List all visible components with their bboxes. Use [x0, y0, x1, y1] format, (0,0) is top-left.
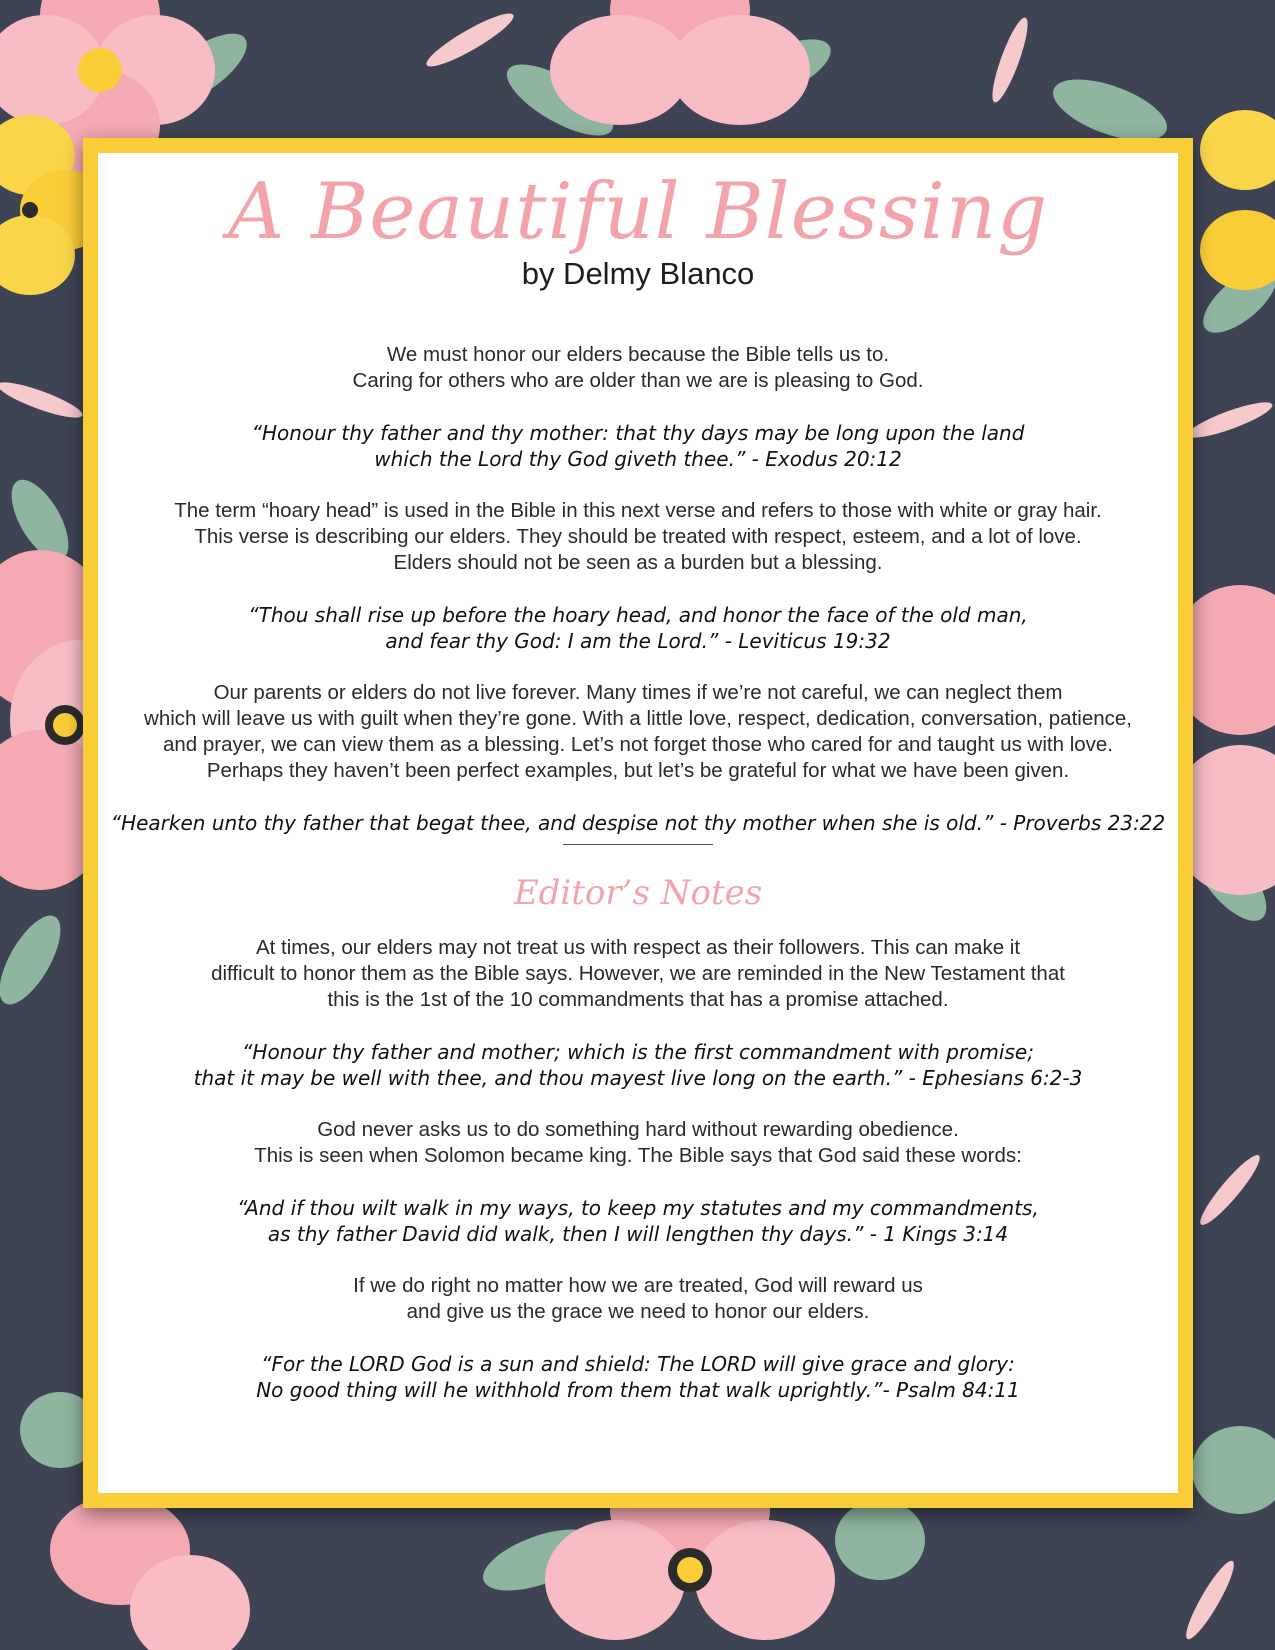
text-line: Perhaps they haven’t been perfect examples, but let’s be grateful for what we have been given. [206, 759, 1070, 782]
text-line: The term “hoary head” is used in the Bible in this next verse and refers to those with white or gray hair. [174, 499, 1102, 522]
text-line: this is the 1st of the 10 commandments that has a promise attached. [327, 988, 949, 1011]
section-divider [563, 844, 713, 845]
article [98, 153, 1178, 1493]
paragraph [98, 342, 1178, 394]
text-line: which the Lord thy God giveth thee.” - Exodus 20:12 [374, 447, 902, 471]
paragraph [98, 935, 1178, 1013]
text-line: and give us the grace we need to honor our elders. [406, 1300, 870, 1323]
scripture-quote [98, 602, 1178, 654]
text-line: “Hearken unto thy father that begat thee, and despise not thy mother when she is old.” - Proverbs 23:22 [110, 811, 1166, 835]
scripture-quote [98, 1039, 1178, 1091]
text-line: “Thou shall rise up before the hoary head, and honor the face of the old man, [248, 603, 1028, 627]
scripture-quote [98, 810, 1178, 836]
text-line: Our parents or elders do not live forever. Many times if we’re not careful, we can neglect them [213, 681, 1063, 704]
text-line: difficult to honor them as the Bible says. However, we are reminded in the New Testament that [211, 962, 1065, 985]
text-line: “Honour thy father and thy mother: that thy days may be long upon the land [251, 421, 1025, 445]
text-line: “Honour thy father and mother; which is the first commandment with promise; [242, 1040, 1034, 1064]
text-line: God never asks us to do something hard without rewarding obedience. [317, 1118, 959, 1141]
text-line: This verse is describing our elders. They should be treated with respect, esteem, and a lot of love. [194, 525, 1082, 548]
text-line: and fear thy God: I am the Lord.” - Leviticus 19:32 [385, 629, 891, 653]
text-line: “For the LORD God is a sun and shield: The LORD will give grace and glory: [261, 1352, 1015, 1376]
scripture-quote [98, 1351, 1178, 1403]
article-title: A Beautiful Blessing [227, 167, 1049, 257]
text-line: No good thing will he withhold from them that walk uprightly.”- Psalm 84:11 [256, 1378, 1020, 1402]
main-text [98, 342, 1178, 836]
text-line: Caring for others who are older than we are is pleasing to God. [352, 369, 924, 392]
paragraph [98, 1273, 1178, 1325]
editor-notes-text [98, 935, 1178, 1403]
text-line: which will leave us with guilt when they’re gone. With a little love, respect, dedication, conversation, patience, [144, 707, 1132, 730]
text-line: Elders should not be seen as a burden but a blessing. [393, 551, 883, 574]
text-line: “And if thou wilt walk in my ways, to keep my statutes and my commandments, [237, 1196, 1039, 1220]
scripture-quote [98, 420, 1178, 472]
article-byline: by Delmy Blanco [521, 256, 755, 291]
paragraph [98, 680, 1178, 784]
text-line: that it may be well with thee, and thou mayest live long on the earth.” - Ephesians 6:2-3 [193, 1066, 1083, 1090]
text-line: and prayer, we can view them as a blessing. Let’s not forget those who cared for and taught us with love. [162, 733, 1113, 756]
article-body [98, 342, 1178, 1429]
text-line: At times, our elders may not treat us with respect as their followers. This can make it [255, 936, 1021, 959]
scripture-quote [98, 1195, 1178, 1247]
paragraph [98, 498, 1178, 576]
paragraph [98, 1117, 1178, 1169]
text-line: as thy father David did walk, then I will lengthen thy days.” - 1 Kings 3:14 [267, 1222, 1009, 1246]
editor-notes-heading: Editor’s Notes [513, 873, 763, 913]
text-line: This is seen when Solomon became king. The Bible says that God said these words: [254, 1144, 1022, 1167]
text-line: If we do right no matter how we are treated, God will reward us [353, 1274, 923, 1297]
text-line: We must honor our elders because the Bible tells us to. [386, 343, 890, 366]
